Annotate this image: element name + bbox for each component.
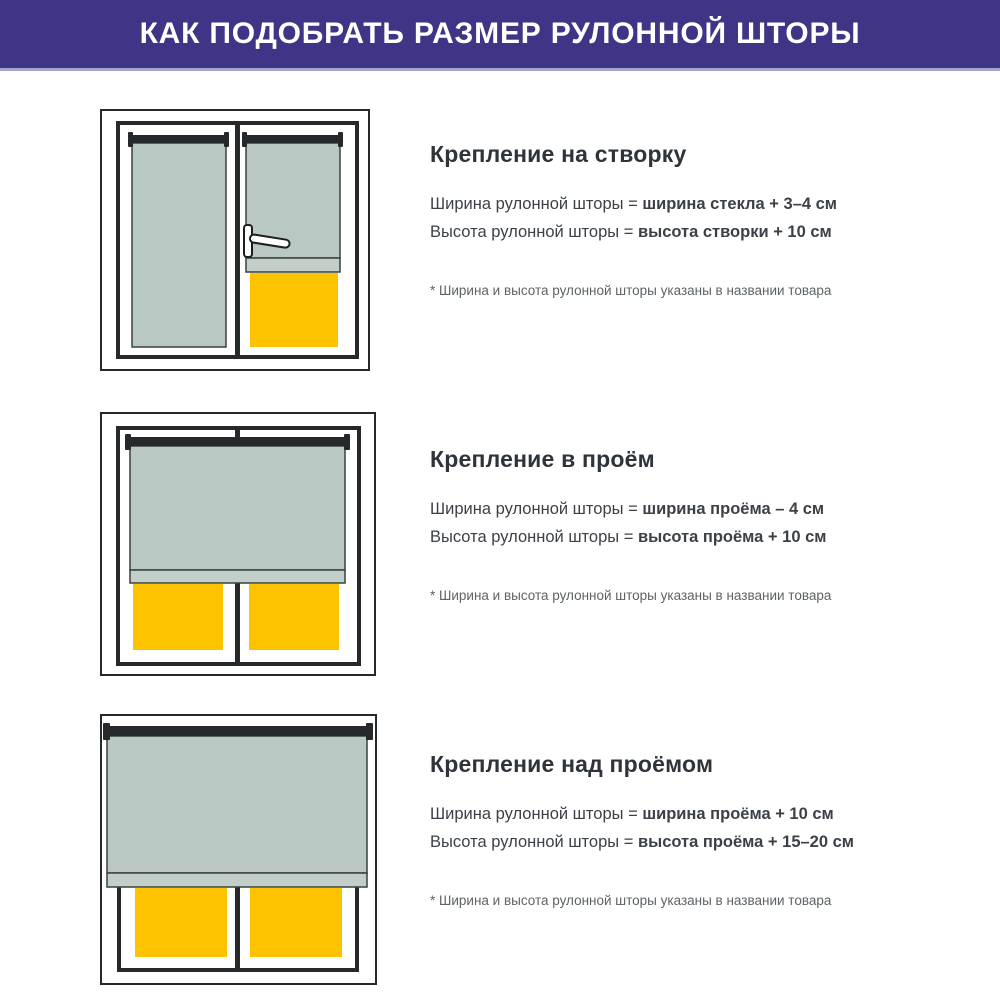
footnote: * Ширина и высота рулонной шторы указаны в названии товара <box>430 893 832 908</box>
roller-bracket-icon <box>128 132 133 147</box>
glass-pane <box>249 584 339 650</box>
width-formula <box>430 495 910 523</box>
height-formula <box>430 523 910 551</box>
section-on-sash <box>430 140 910 300</box>
section-title: Крепление над проёмом <box>430 751 714 777</box>
formula-label: Высота рулонной шторы = <box>430 223 638 241</box>
height-formula <box>430 218 910 246</box>
glass-pane <box>135 888 227 957</box>
glass-pane <box>250 888 342 957</box>
formula-value: высота створки + 10 см <box>637 223 832 241</box>
formula-label: Высота рулонной шторы = <box>430 833 638 851</box>
roller-bracket-icon <box>344 434 350 450</box>
roller-bottom-bar <box>246 258 340 272</box>
roller-bracket-icon <box>338 132 343 147</box>
formula-value: ширина стекла + 3–4 см <box>642 195 838 213</box>
roller-top-bar <box>105 726 370 736</box>
section-in-opening <box>430 445 910 605</box>
roller-bracket-icon <box>125 434 131 450</box>
width-formula <box>430 800 910 828</box>
formula-list <box>430 800 910 856</box>
roller-bracket-icon <box>366 723 373 740</box>
section-above-opening <box>430 750 910 910</box>
section-title: Крепление на створку <box>430 141 687 167</box>
footnote: * Ширина и высота рулонной шторы указаны в названии товара <box>430 283 832 298</box>
formula-label: Ширина рулонной шторы = <box>430 805 643 823</box>
header-banner <box>0 0 1000 71</box>
roller-fabric <box>130 446 345 570</box>
roller-top-bar-left <box>130 135 227 143</box>
glass-pane <box>133 584 223 650</box>
illustration-blind-on-sash <box>100 109 370 371</box>
window-mullion <box>235 125 240 355</box>
formula-list <box>430 495 910 551</box>
formula-value: ширина проёма – 4 см <box>642 500 825 518</box>
roller-bracket-icon <box>242 132 247 147</box>
roller-bracket-icon <box>103 723 110 740</box>
formula-value: высота проёма + 10 см <box>637 528 827 546</box>
formula-label: Ширина рулонной шторы = <box>430 195 643 213</box>
roller-bottom-bar <box>130 570 345 583</box>
roller-top-bar-right <box>244 135 341 143</box>
height-formula <box>430 828 910 856</box>
formula-value: высота проёма + 15–20 см <box>637 833 854 851</box>
roller-top-bar <box>127 437 348 446</box>
formula-value: ширина проёма + 10 см <box>642 805 834 823</box>
formula-label: Высота рулонной шторы = <box>430 528 638 546</box>
formula-label: Ширина рулонной шторы = <box>430 500 643 518</box>
roller-bracket-icon <box>224 132 229 147</box>
width-formula <box>430 190 910 218</box>
illustration-blind-in-opening <box>100 412 376 676</box>
roller-fabric-left-sash <box>132 143 226 347</box>
illustration-blind-above-opening <box>100 714 377 985</box>
section-title: Крепление в проём <box>430 446 655 472</box>
roller-bottom-bar <box>107 873 367 887</box>
glass-pane <box>250 273 338 347</box>
formula-list <box>430 190 910 246</box>
page-title: КАК ПОДОБРАТЬ РАЗМЕР РУЛОННОЙ ШТОРЫ <box>139 17 861 50</box>
footnote: * Ширина и высота рулонной шторы указаны в названии товара <box>430 588 832 603</box>
roller-fabric <box>107 736 367 873</box>
